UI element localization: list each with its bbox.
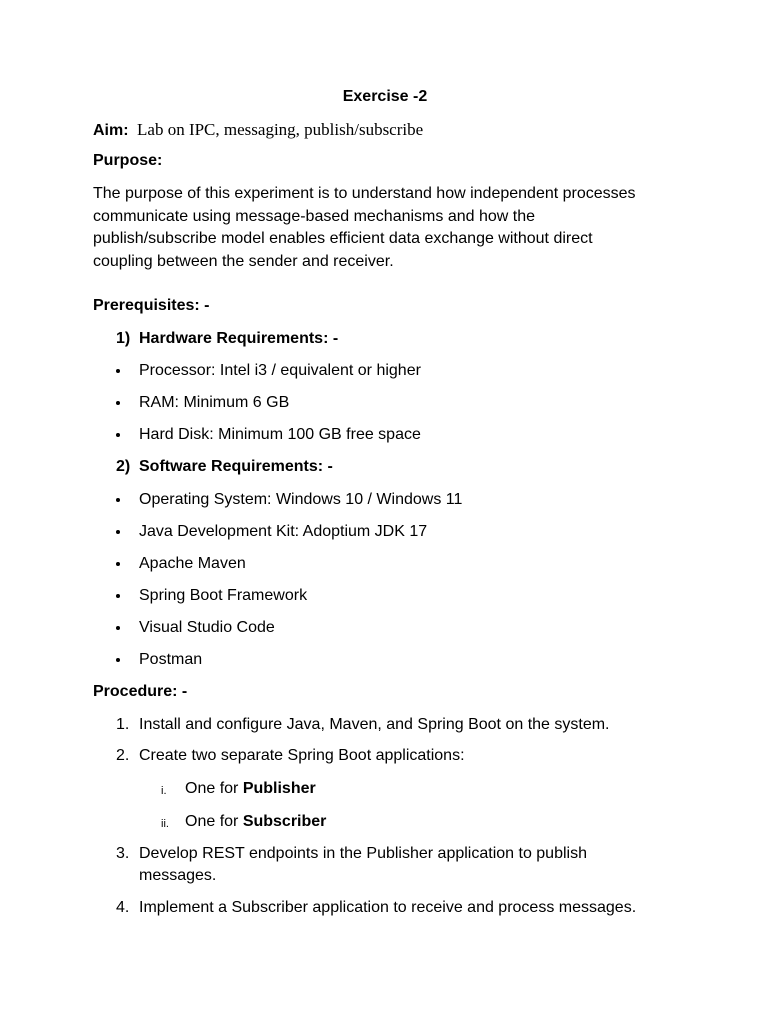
list-number: 2) bbox=[116, 458, 131, 475]
substep-text bbox=[185, 778, 705, 800]
list-item-text: Spring Boot Framework bbox=[139, 587, 308, 604]
aim-line bbox=[93, 120, 423, 141]
purpose-line: coupling between the sender and receiver. bbox=[93, 253, 394, 271]
step-number: 4. bbox=[116, 899, 130, 916]
substep-number: i. bbox=[161, 785, 167, 797]
bullet-icon bbox=[116, 530, 120, 534]
step-number: 1. bbox=[116, 716, 130, 733]
substep-bold: Subscriber bbox=[242, 813, 327, 830]
bullet-icon bbox=[116, 369, 120, 373]
aim-label: Aim: bbox=[93, 122, 129, 139]
purpose-line: The purpose of this experiment is to understand how independent processes bbox=[93, 185, 636, 202]
substep-prefix: One for bbox=[185, 780, 243, 797]
step-text-line: Develop REST endpoints in the Publisher application to publish bbox=[139, 845, 587, 862]
substep-bold: Publisher bbox=[242, 780, 316, 797]
bullet-icon bbox=[116, 562, 120, 566]
list-item-text: Visual Studio Code bbox=[139, 619, 275, 636]
list-item-text: Apache Maven bbox=[139, 555, 246, 572]
step-text-line: messages. bbox=[139, 867, 217, 884]
list-item-text: Operating System: Windows 10 / Windows 11 bbox=[139, 491, 463, 508]
list-item-text: Java Development Kit: Adoptium JDK 17 bbox=[139, 523, 428, 540]
substep-prefix: One for bbox=[185, 813, 243, 830]
list-number: 1) bbox=[116, 330, 131, 347]
procedure-heading: Procedure: - bbox=[93, 683, 188, 700]
bullet-icon bbox=[116, 433, 120, 437]
step-number: 3. bbox=[116, 845, 130, 862]
step-text: Install and configure Java, Maven, and Spring Boot on the system. bbox=[139, 716, 610, 733]
prerequisites-heading: Prerequisites: - bbox=[93, 297, 210, 314]
hardware-requirements-label: Hardware Requirements: - bbox=[139, 330, 339, 347]
purpose-line: publish/subscribe model enables efficient data exchange without direct bbox=[93, 230, 593, 248]
list-item-text: Hard Disk: Minimum 100 GB free space bbox=[139, 426, 421, 443]
step-text: Implement a Subscriber application to receive and process messages. bbox=[139, 899, 637, 916]
bullet-icon bbox=[116, 594, 120, 598]
substep-number: ii. bbox=[161, 818, 169, 830]
purpose-heading: Purpose: bbox=[93, 152, 163, 169]
bullet-icon bbox=[116, 626, 120, 630]
step-text bbox=[139, 843, 659, 887]
page-title: Exercise -2 bbox=[342, 88, 428, 105]
substep-text bbox=[185, 811, 705, 833]
step-number: 2. bbox=[116, 747, 130, 764]
bullet-icon bbox=[116, 498, 120, 502]
list-item-text: Processor: Intel i3 / equivalent or higher bbox=[139, 362, 421, 379]
software-requirements-label: Software Requirements: - bbox=[139, 458, 333, 475]
aim-text: Lab on IPC, messaging, publish/subscribe bbox=[137, 120, 424, 139]
bullet-icon bbox=[116, 401, 120, 405]
step-text: Create two separate Spring Boot applications: bbox=[139, 747, 465, 764]
list-item-text: Postman bbox=[139, 651, 203, 668]
bullet-icon bbox=[116, 658, 120, 662]
purpose-line: communicate using message-based mechanisms and how the bbox=[93, 207, 536, 225]
list-item-text: RAM: Minimum 6 GB bbox=[139, 394, 290, 411]
purpose-paragraph bbox=[93, 183, 673, 274]
